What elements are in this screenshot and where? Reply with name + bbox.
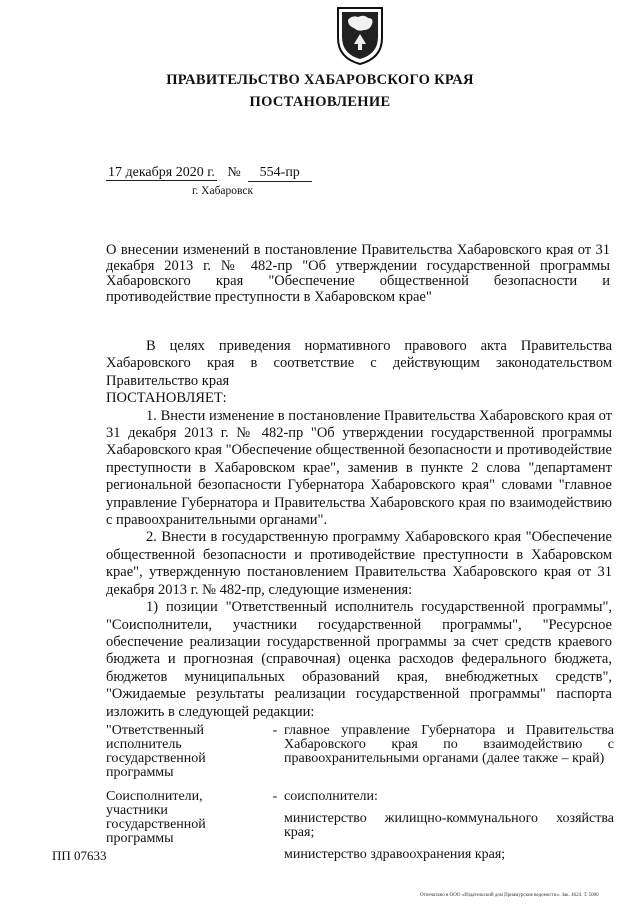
body-block	[106, 338, 612, 721]
organization-heading: ПРАВИТЕЛЬСТВО ХАБАРОВСКОГО КРАЯ	[166, 72, 474, 88]
row-label: "Ответственный исполнитель государственной программы	[106, 723, 206, 780]
row-text: министерство жилищно-коммунального хозяйства края;	[284, 811, 614, 840]
row-dash: -	[272, 789, 278, 804]
row-text: главное управление Губернатора и Правительства Хабаровского края по взаимодействию с правоохранительными органами (далее также – край)	[284, 723, 614, 766]
row-text: министерство здравоохранения края;	[284, 847, 506, 862]
table-row	[106, 724, 614, 780]
row-dash: -	[272, 723, 278, 738]
document-code: ПП 07633	[52, 848, 107, 863]
item-1-paragraph: 1. Внести изменение в постановление Правительства Хабаровского края от 31 декабря 2013 г. № 482-пр "Об утверждении государственной программы Хабаровского края "Обеспечение общественной безопасности и противодействие преступности в Хабаровском крае", заменив в пункте 2 слова "департамент региональной безопасности Губернатора Хабаровского края" словами "главное управление Губернатора и Правительства Хабаровского края по взаимодействию с правоохранительными органами".	[106, 407, 612, 529]
document-place: г. Хабаровск	[192, 185, 254, 197]
table-row	[106, 790, 614, 862]
document-number: 554-пр	[248, 165, 312, 182]
intro-paragraph: В целях приведения нормативного правового акта Правительства Хабаровского края в соответствие с действующим законодательством Правительство края	[106, 338, 612, 389]
print-note: Отпечатано в ООО «Издательский дом Приамурские ведомости». Зак. 4624. Т. 5000	[420, 893, 599, 898]
item-2-paragraph: 2. Внести в государственную программу Хабаровского края "Обеспечение общественной безопасности и противодействие преступности в Хабаровском крае", утвержденную постановлением Правительства Хабаровского края от 31 декабря 2013 г. № 482-пр, следующие изменения:	[106, 529, 612, 598]
document-type-heading: ПОСТАНОВЛЕНИЕ	[249, 94, 391, 110]
number-sign: №	[227, 165, 241, 180]
passport-table	[106, 724, 614, 862]
coat-of-arms-emblem	[334, 4, 386, 66]
item-2-1-paragraph: 1) позиции "Ответственный исполнитель государственной программы", "Соисполнители, участники государственной программы", "Ресурсное обеспечение реализации государственной программы за счет средств краевого бюджета и прогнозная (справочная) оценка расходов федерального бюджета, бюджетов муниципальных образований края, внебюджетных средств", "Ожидаемые результаты реализации государственной программы" паспорта изложить в следующей редакции:	[106, 599, 612, 720]
row-text: соисполнители:	[284, 789, 378, 804]
date-number-line	[106, 165, 312, 182]
row-label: Соисполнители, участники государственной программы	[106, 789, 206, 846]
document-title: О внесении изменений в постановление Правительства Хабаровского края от 31 декабря 2013 г. № 482-пр "Об утверждении государственной программы Хабаровского края "Обеспечение общественной безопасности и противодействие преступности в Хабаровском крае"	[106, 242, 610, 305]
document-date: 17 декабря 2020 г.	[108, 165, 215, 180]
decree-word: ПОСТАНОВЛЯЕТ:	[106, 390, 227, 407]
